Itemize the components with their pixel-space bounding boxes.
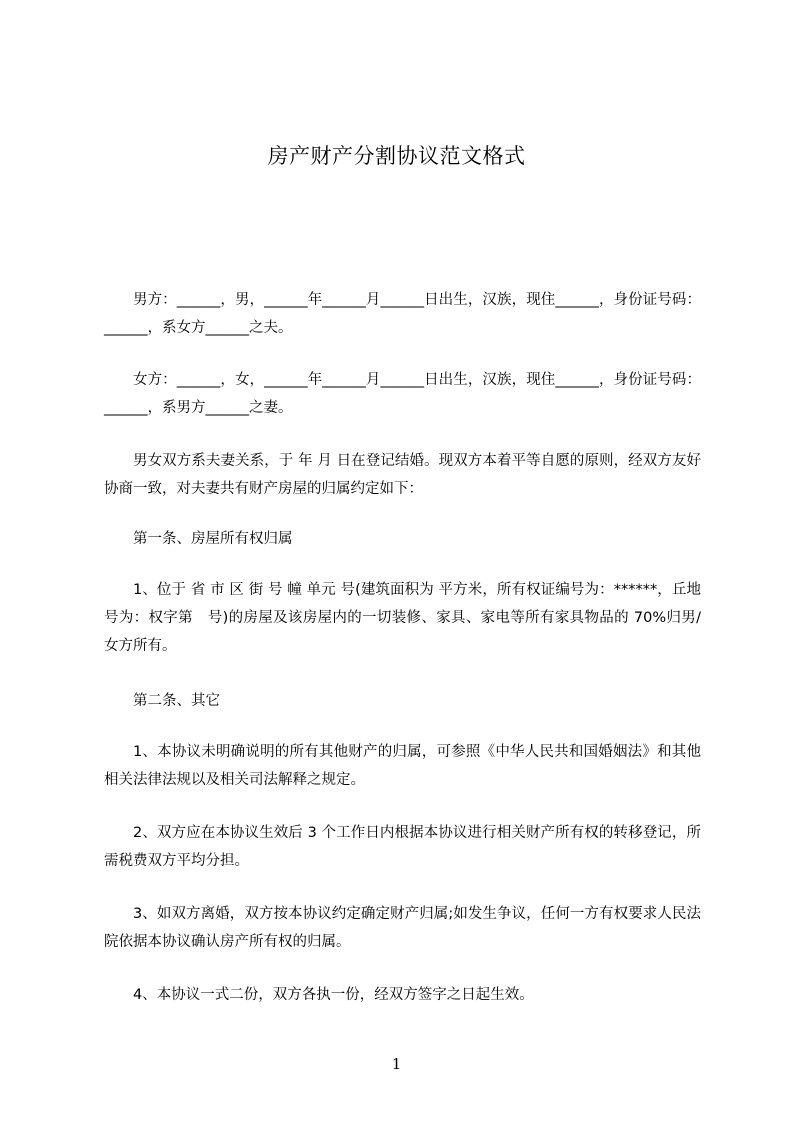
paragraph-article-2-item-1 (104, 738, 701, 794)
paragraph-text: 4、本协议一式二份，双方各执一份，经双方签字之日起生效。 (133, 987, 534, 1003)
paragraph-article-2-item-2 (104, 819, 701, 875)
paragraph-text: 2、双方应在本协议生效后 3 个工作日内根据本协议进行相关财产所有权的转移登记，所需税费双方平均分担。 (104, 825, 701, 869)
section-heading-text: 第二条、其它 (133, 693, 220, 709)
paragraph-female-party (104, 366, 701, 422)
section-heading-text: 第一条、房屋所有权归属 (133, 531, 293, 547)
page-number: 1 (391, 1055, 402, 1073)
paragraph-text: 男方：______，男，______年______月______日出生，汉族，现住______，身份证号码：______，系女方______之夫。 (104, 292, 701, 336)
paragraph-text: 1、本协议未明确说明的所有其他财产的归属，可参照《中华人民共和国婚姻法》和其他相关法律法规以及相关司法解释之规定。 (104, 744, 701, 788)
document-title: 房产财产分割协议范文格式 (267, 144, 526, 168)
paragraph-male-party (104, 286, 701, 342)
paragraph-text: 男女双方系夫妻关系，于 年 月 日在登记结婚。现双方本着平等自愿的原则，经双方友好协商一致，对夫妻共有财产房屋的归属约定如下： (104, 453, 701, 497)
paragraph-article-2-item-3 (104, 900, 701, 956)
paragraph-text: 1、位于 省 市 区 街 号 幢 单元 号(建筑面积为 平方米，所有权证编号为：******，丘地号为：权字第 号)的房屋及该房屋内的一切装修、家具、家电等所有家具物品的 70%归男/女方所有。 (104, 582, 701, 654)
section-heading-1 (104, 525, 701, 553)
paragraph-intro (104, 447, 701, 503)
paragraph-article-2-item-4 (104, 981, 701, 1009)
paragraph-text: 3、如双方离婚，双方按本协议约定确定财产归属;如发生争议，任何一方有权要求人民法院依据本协议确认房产所有权的归属。 (104, 906, 701, 950)
paragraph-article-1-item-1 (104, 576, 701, 660)
section-heading-2 (104, 687, 701, 715)
paragraph-text: 女方：______，女，______年______月______日出生，汉族，现住______，身份证号码：______，系男方______之妻。 (104, 372, 701, 416)
